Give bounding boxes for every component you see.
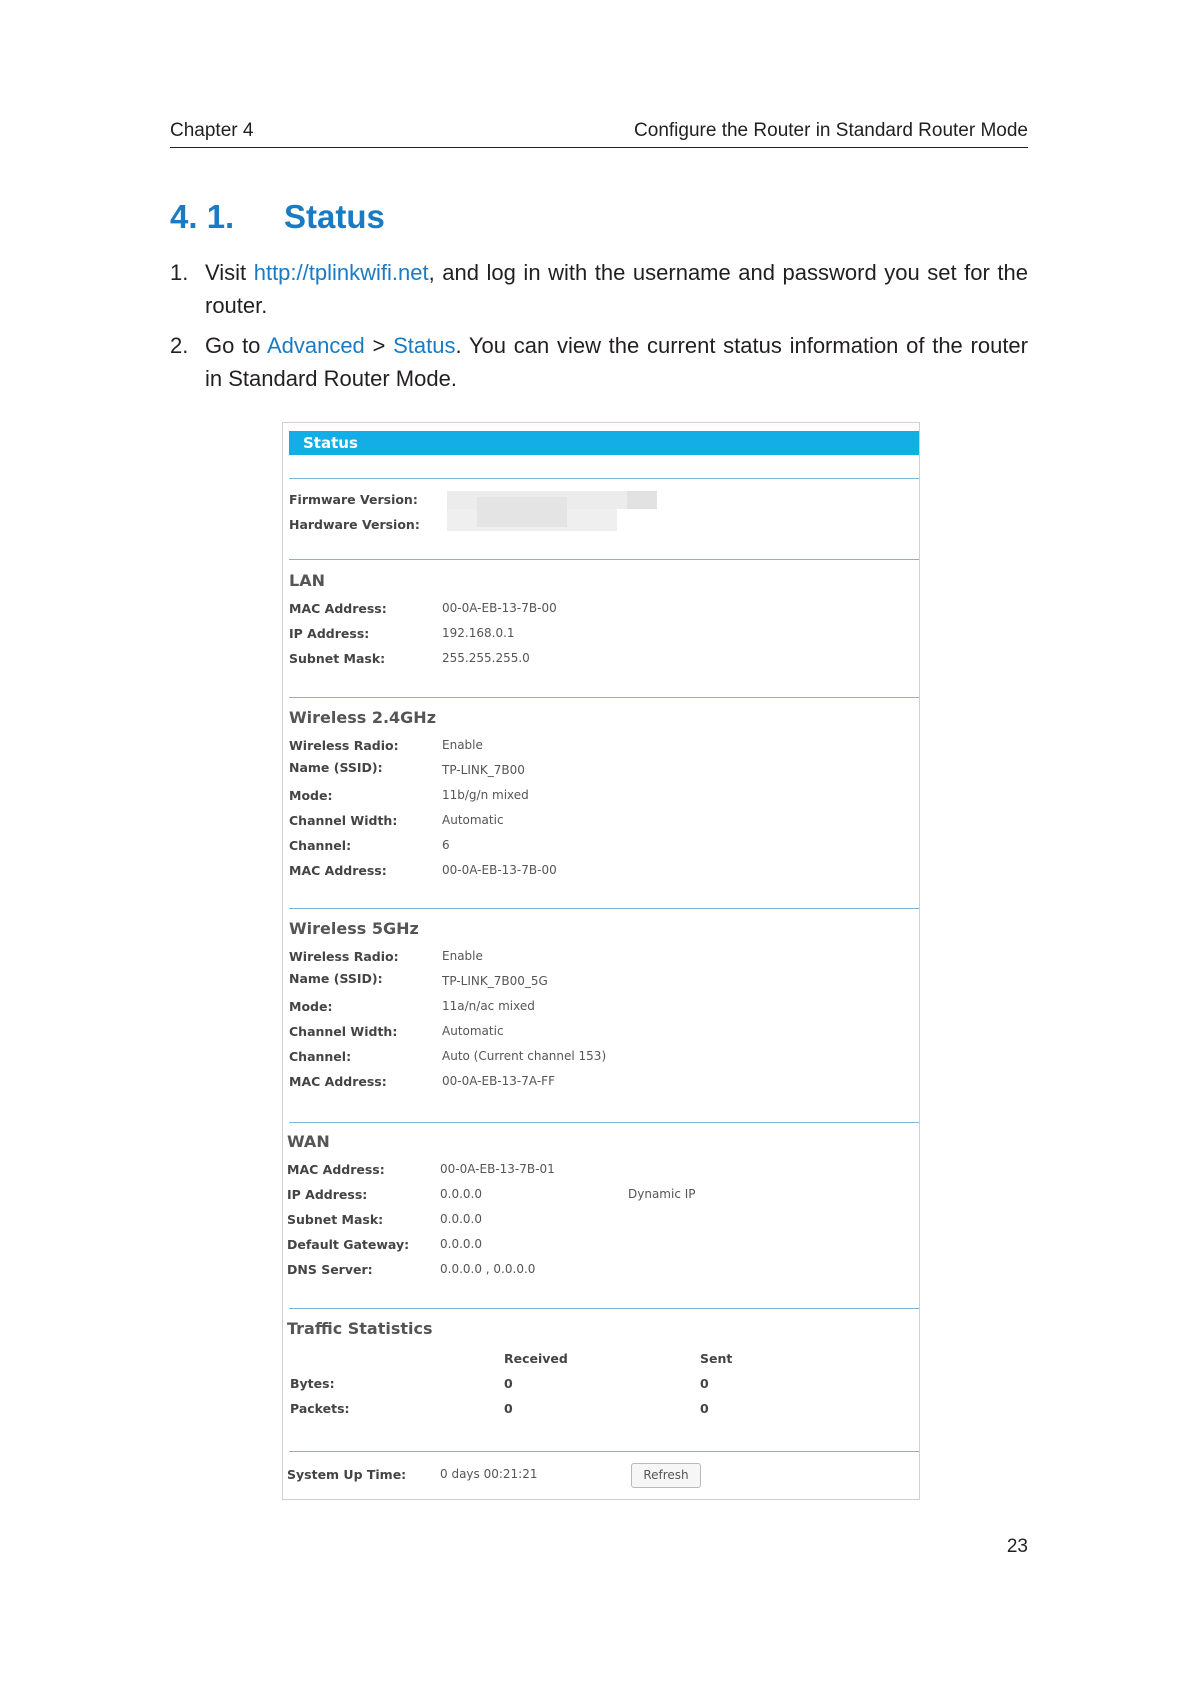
wan-ip-type: Dynamic IP	[628, 1187, 696, 1201]
traffic-bytes-sent: 0	[700, 1376, 709, 1391]
wan-mac-label: MAC Address:	[287, 1162, 385, 1177]
divider	[289, 908, 919, 909]
w5-mac-label: MAC Address:	[289, 1074, 387, 1089]
lan-ip-label: IP Address:	[289, 626, 370, 641]
lan-subnet-label: Subnet Mask:	[289, 651, 386, 666]
w24-ssid-value: TP-LINK_7B00	[442, 763, 525, 777]
chapter-title: Configure the Router in Standard Router Mode	[634, 120, 1028, 141]
divider	[289, 1308, 919, 1309]
wan-dns-label: DNS Server:	[287, 1262, 373, 1277]
w5-radio-label: Wireless Radio:	[289, 949, 399, 964]
step-1	[170, 256, 1028, 322]
w24-width-label: Channel Width:	[289, 813, 398, 828]
w24-mac-value: 00-0A-EB-13-7B-00	[442, 863, 557, 877]
wan-ip-label: IP Address:	[287, 1187, 368, 1202]
lan-ip-value: 192.168.0.1	[442, 626, 515, 640]
section-number: 4. 1.	[170, 198, 235, 235]
step-number: 1.	[170, 260, 189, 285]
w5-channel-label: Channel:	[289, 1049, 352, 1064]
wan-subnet-label: Subnet Mask:	[287, 1212, 384, 1227]
wireless-5-title: Wireless 5GHz	[289, 919, 419, 938]
wireless-24-title: Wireless 2.4GHz	[289, 708, 437, 727]
w5-width-label: Channel Width:	[289, 1024, 398, 1039]
traffic-received-header: Received	[504, 1351, 568, 1366]
w5-mode-label: Mode:	[289, 999, 333, 1014]
traffic-title: Traffic Statistics	[287, 1319, 433, 1338]
traffic-bytes-received: 0	[504, 1376, 513, 1391]
traffic-bytes-label: Bytes:	[290, 1376, 335, 1391]
wan-gateway-label: Default Gateway:	[287, 1237, 410, 1252]
section-heading	[170, 198, 385, 236]
chapter-label: Chapter 4	[170, 120, 254, 141]
uptime-label: System Up Time:	[287, 1467, 407, 1482]
divider	[289, 697, 919, 698]
step-separator: >	[364, 333, 394, 358]
w24-mac-label: MAC Address:	[289, 863, 387, 878]
lan-mac-value: 00-0A-EB-13-7B-00	[442, 601, 557, 615]
w24-radio-label: Wireless Radio:	[289, 738, 399, 753]
w24-width-value: Automatic	[442, 813, 504, 827]
w5-width-value: Automatic	[442, 1024, 504, 1038]
lan-subnet-value: 255.255.255.0	[442, 651, 530, 665]
page-number: 23	[1006, 1536, 1028, 1557]
step-text: Visit	[205, 260, 254, 285]
w5-channel-value: Auto (Current channel 153)	[442, 1049, 607, 1063]
wan-gateway-value: 0.0.0.0	[440, 1237, 482, 1251]
w24-channel-value: 6	[442, 838, 450, 852]
step-number: 2.	[170, 333, 189, 358]
w5-mac-value: 00-0A-EB-13-7A-FF	[442, 1074, 555, 1088]
wan-mac-value: 00-0A-EB-13-7B-01	[440, 1162, 555, 1176]
wan-ip-value: 0.0.0.0	[440, 1187, 482, 1201]
w24-mode-label: Mode:	[289, 788, 333, 803]
traffic-packets-received: 0	[504, 1401, 513, 1416]
divider	[289, 1122, 919, 1123]
w5-radio-value: Enable	[442, 949, 483, 963]
w24-ssid-label: Name (SSID):	[289, 760, 383, 775]
wan-title: WAN	[287, 1132, 330, 1151]
firmware-version-label: Firmware Version:	[289, 492, 418, 507]
step-2	[170, 329, 1028, 395]
divider	[289, 559, 919, 560]
w24-mode-value: 11b/g/n mixed	[442, 788, 529, 802]
status-link[interactable]: Status	[393, 333, 456, 358]
traffic-packets-sent: 0	[700, 1401, 709, 1416]
traffic-sent-header: Sent	[700, 1351, 733, 1366]
divider	[289, 478, 919, 479]
w5-ssid-value: TP-LINK_7B00_5G	[442, 974, 548, 988]
w5-mode-value: 11a/n/ac mixed	[442, 999, 535, 1013]
router-status-panel	[282, 422, 920, 1500]
status-title-bar	[289, 431, 919, 455]
divider	[289, 1451, 919, 1452]
tplinkwifi-link[interactable]: http://tplinkwifi.net	[253, 260, 429, 285]
redacted-version-info	[447, 491, 657, 533]
uptime-value: 0 days 00:21:21	[440, 1467, 538, 1481]
w24-radio-value: Enable	[442, 738, 483, 752]
w24-channel-label: Channel:	[289, 838, 352, 853]
section-title: Status	[284, 198, 385, 235]
wan-subnet-value: 0.0.0.0	[440, 1212, 482, 1226]
step-text: Go to	[205, 333, 267, 358]
lan-mac-label: MAC Address:	[289, 601, 387, 616]
page-header	[170, 120, 1028, 148]
step-text: . You can view the current status information of the router in Standard Router Mode.	[205, 333, 1028, 391]
traffic-packets-label: Packets:	[290, 1401, 350, 1416]
status-bar-title: Status	[303, 434, 358, 452]
lan-title: LAN	[289, 571, 325, 590]
advanced-link[interactable]: Advanced	[266, 333, 365, 358]
refresh-button[interactable]: Refresh	[631, 1463, 701, 1488]
w5-ssid-label: Name (SSID):	[289, 971, 383, 986]
hardware-version-label: Hardware Version:	[289, 517, 420, 532]
steps-list	[170, 256, 1028, 402]
step-text: , and log in with the username and password you set for the router.	[205, 260, 1028, 318]
wan-dns-value: 0.0.0.0 , 0.0.0.0	[440, 1262, 536, 1276]
